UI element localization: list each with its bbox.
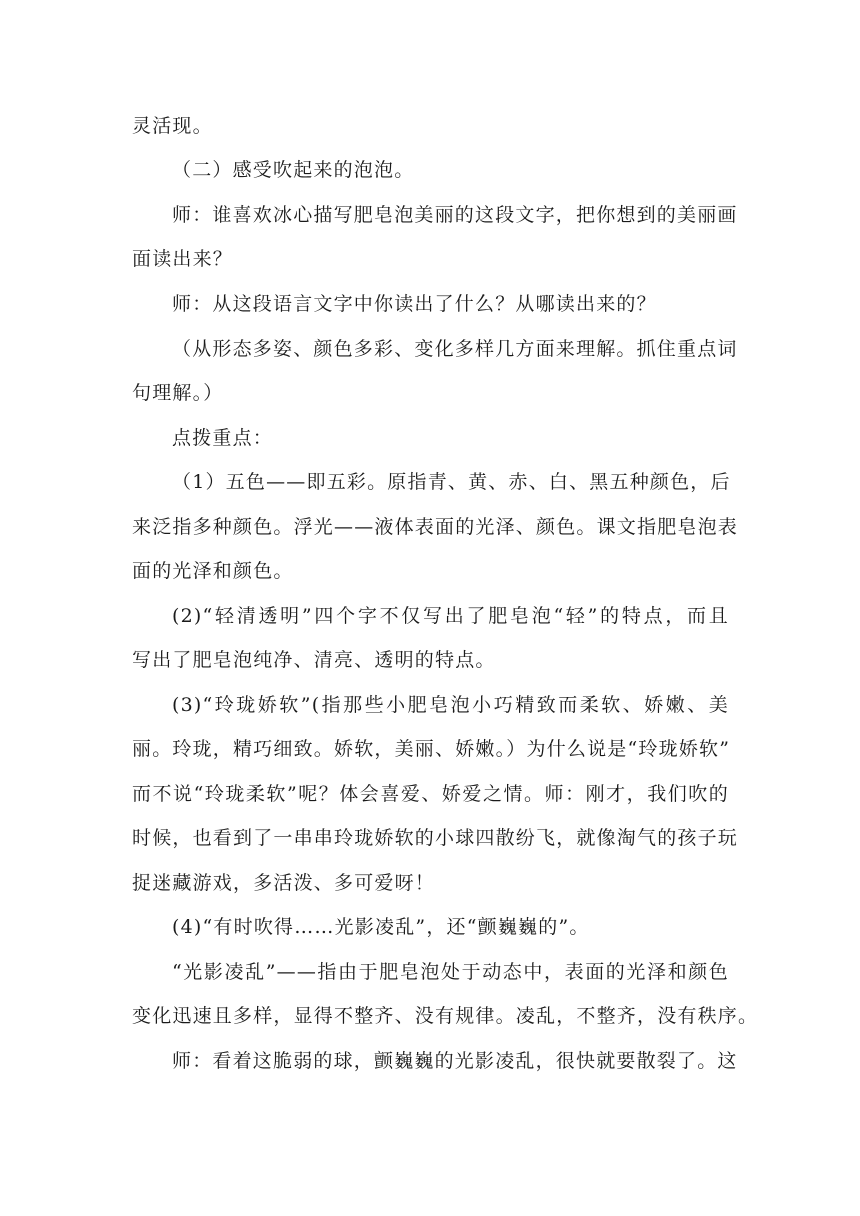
text-line: （1）五色——即五彩。原指青、黄、赤、白、黑五种颜色，后 [172, 471, 731, 493]
text-line: 面的光泽和颜色。 [132, 560, 294, 582]
subheading: 点拨重点： [172, 427, 274, 449]
text-line: 变化迅速且多样，显得不整齐、没有规律。凌乱，不整齐，没有秩序。 [132, 1005, 759, 1027]
text-line: 时候，也看到了一串串玲珑娇软的小球四散纷飞，就像淘气的孩子玩 [132, 827, 739, 849]
section-heading: （二）感受吹起来的泡泡。 [172, 159, 415, 181]
text-line: 师：从这段语言文字中你读出了什么？从哪读出来的？ [172, 293, 657, 315]
text-line: 丽。玲珑，精巧细致。娇软，美丽、娇嫩。）为什么说是“玲珑娇软” [132, 738, 731, 760]
text-line: (3)“玲珑娇软”(指那些小肥皂泡小巧精致而柔软、娇嫩、美 [172, 694, 729, 716]
text-line: (2)“轻清透明”四个字不仅写出了肥皂泡“轻”的特点，而且 [172, 605, 729, 627]
text-line: 写出了肥皂泡纯净、清亮、透明的特点。 [132, 649, 496, 671]
text-line: 而不说“玲珑柔软”呢？体会喜爱、娇爱之情。师：刚才，我们吹的 [132, 783, 729, 805]
text-line: 句理解。） [132, 382, 224, 404]
text-line: 灵活现。 [132, 115, 213, 137]
text-line: 来泛指多种颜色。浮光——液体表面的光泽、颜色。课文指肥皂泡表 [132, 516, 739, 538]
text-line: 面读出来？ [132, 248, 234, 270]
text-line: 师：看着这脆弱的球，颤巍巍的光影凌乱，很快就要散裂了。这 [172, 1050, 738, 1072]
text-line: 师：谁喜欢冰心描写肥皂泡美丽的这段文字，把你想到的美丽画 [172, 204, 738, 226]
text-line: 捉迷藏游戏，多活泼、多可爱呀！ [132, 872, 436, 894]
text-line: (4)“有时吹得……光影凌乱”，还“颤巍巍的”。 [172, 916, 590, 938]
text-line: “光影凌乱”——指由于肥皂泡处于动态中，表面的光泽和颜色 [172, 961, 729, 983]
text-line: （从形态多姿、颜色多彩、变化多样几方面来理解。抓住重点词 [172, 338, 738, 360]
